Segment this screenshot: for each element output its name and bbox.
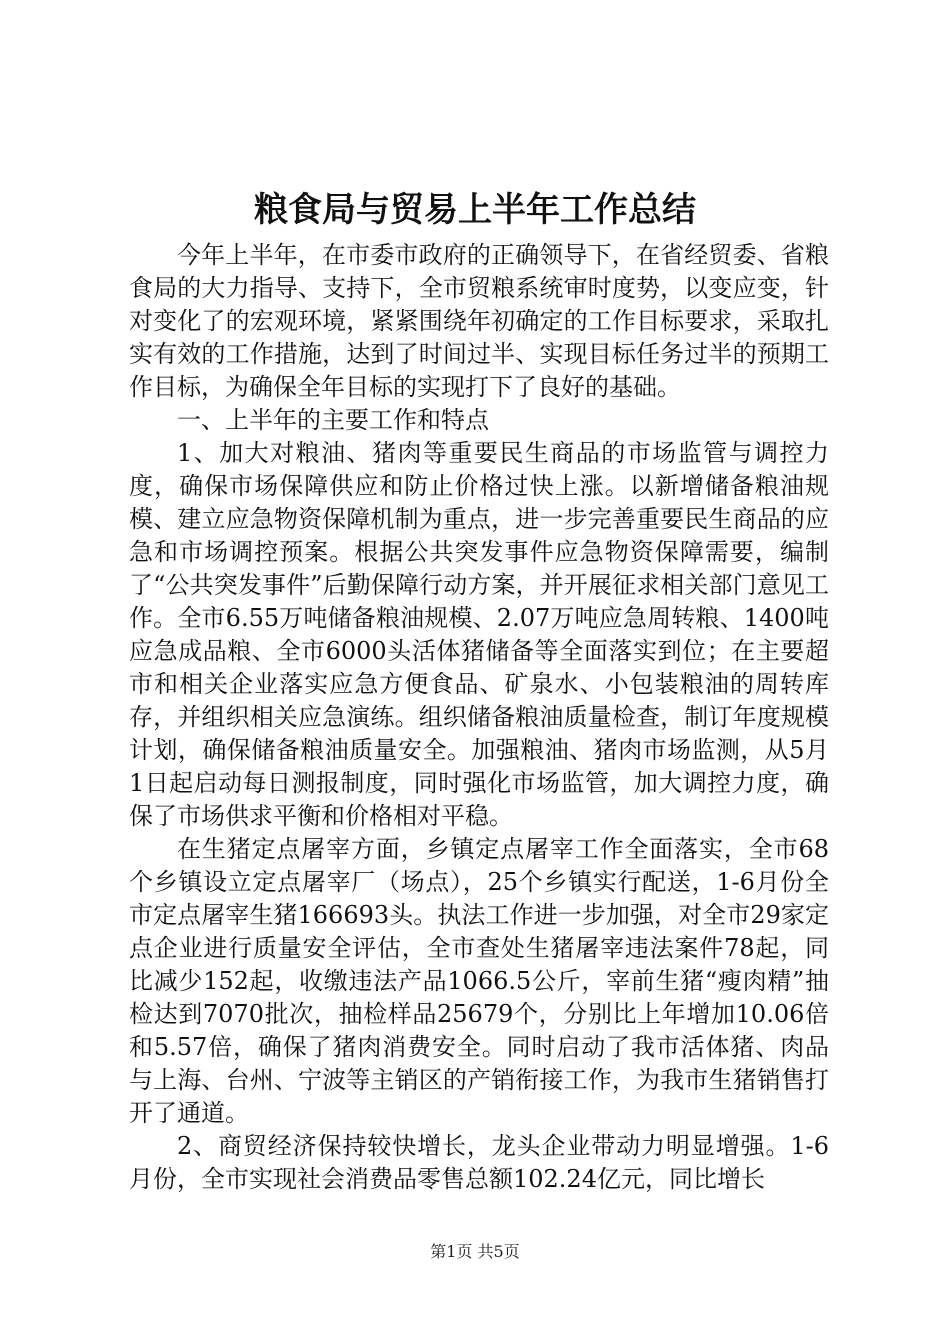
paragraph-item-2: 2、商贸经济保持较快增长，龙头企业带动力明显增强。1-6月份，全市实现社会消费品零售总额102.24亿元，同比增长: [129, 1132, 829, 1193]
document-title: 粮食局与贸易上半年工作总结: [254, 190, 696, 230]
paragraph-intro: 今年上半年，在市委市政府的正确领导下，在省经贸委、省粮食局的大力指导、支持下，全市贸粮系统审时度势，以变应变，针对变化了的宏观环境，紧紧围绕年初确定的工作目标要求，采取扎实有效的工作措施，达到了时间过半、实现目标任务过半的预期工作目标，为确保全年目标的实现打下了良好的基础。: [129, 241, 829, 401]
document-body: [129, 239, 829, 1196]
paragraph-item-1: 1、加大对粮油、猪肉等重要民生商品的市场监管与调控力度，确保市场保障供应和防止价格过快上涨。以新增储备粮油规模、建立应急物资保障机制为重点，进一步完善重要民生商品的应急和市场调控预案。根据公共突发事件应急物资保障需要，编制了“公共突发事件”后勤保障行动方案，并开展征求相关部门意见工作。全市6.55万吨储备粮油规模、2.07万吨应急周转粮、1400吨应急成品粮、全市6000头活体猪储备等全面落实到位；在主要超市和相关企业落实应急方便食品、矿泉水、小包装粮油的周转库存，并组织相关应急演练。组织储备粮油质量检查，制订年度规模计划，确保储备粮油质量安全。加强粮油、猪肉市场监测，从5月1日起启动每日测报制度，同时强化市场监管，加大调控力度，确保了市场供求平衡和价格相对平稳。: [129, 439, 829, 830]
paragraph-slaughter: 在生猪定点屠宰方面，乡镇定点屠宰工作全面落实，全市68个乡镇设立定点屠宰厂（场点），25个乡镇实行配送，1-6月份全市定点屠宰生猪166693头。执法工作进一步加强，对全市29家定点企业进行质量安全评估，全市查处生猪屠宰违法案件78起，同比减少152起，收缴违法产品1066.5公斤，宰前生猪“瘦肉精”抽检达到7070批次，抽检样品25679个，分别比上年增加10.06倍和5.57倍，确保了猪肉消费安全。同时启动了我市活体猪、肉品与上海、台州、宁波等主销区的产销衔接工作，为我市生猪销售打开了通道。: [129, 835, 829, 1127]
page-number-footer: 第1页 共5页: [430, 1242, 520, 1261]
section-heading: 一、上半年的主要工作和特点: [177, 406, 489, 434]
